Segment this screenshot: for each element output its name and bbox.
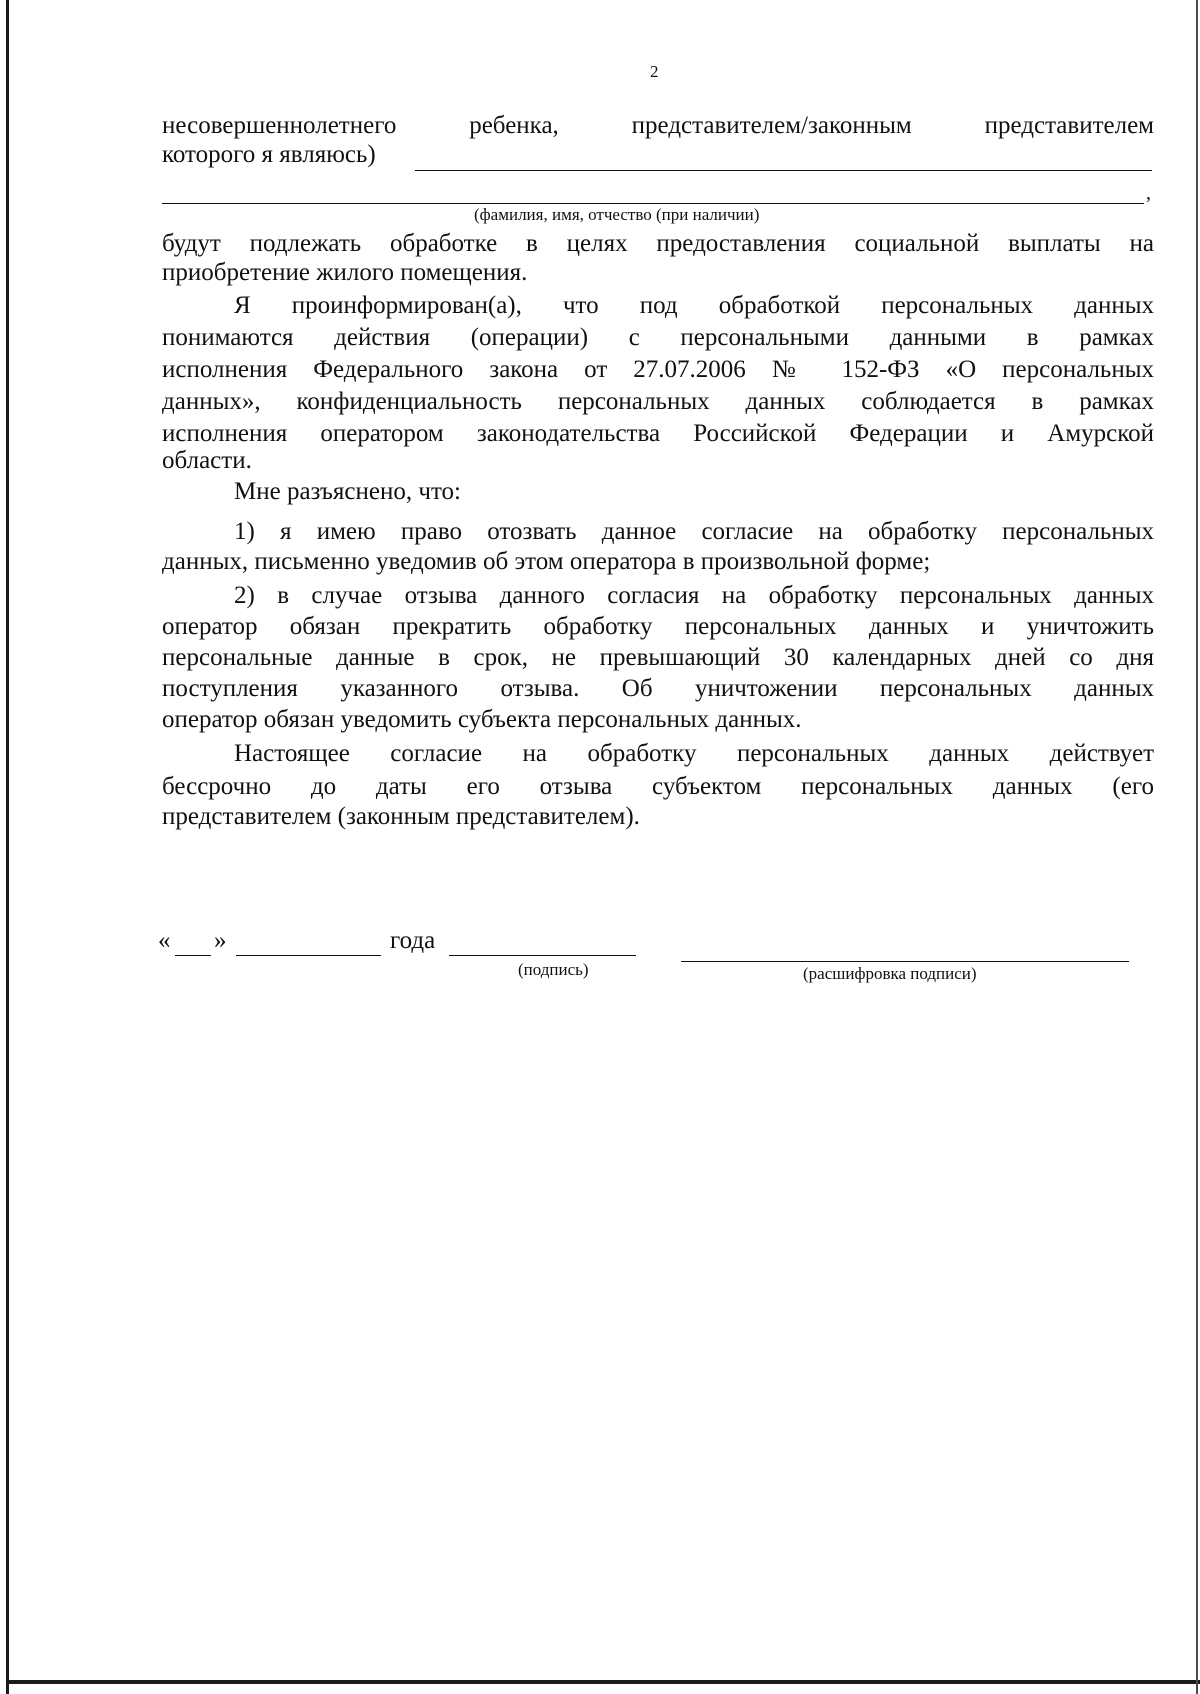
- validity-line-2: бессрочно до даты его отзыва субъектом персональных данных (его: [162, 773, 1154, 800]
- item2-line-5: оператор обязан уведомить субъекта персональных данных.: [162, 706, 802, 733]
- informed-line-4: данных», конфиденциальность персональных данных соблюдается в рамках: [162, 388, 1154, 415]
- fio-comma: ,: [1146, 182, 1151, 204]
- signature-caption: (подпись): [518, 960, 589, 979]
- informed-line-6: области.: [162, 447, 252, 474]
- day-fill-line: [175, 955, 211, 956]
- validity-line-1: Настоящее согласие на обработку персональных данных действует: [234, 740, 1154, 767]
- signature-fill-line: [449, 955, 636, 956]
- year-word: года: [390, 927, 436, 954]
- date-close-quote: »: [214, 927, 227, 954]
- item2-line-4: поступления указанного отзыва. Об уничтожении персональных данных: [162, 675, 1154, 702]
- scan-border-bottom: [6, 1680, 1200, 1684]
- intro-line-1: несовершеннолетнего ребенка, представителем/законным представителем: [162, 112, 1154, 139]
- item2-line-1: 2) в случае отзыва данного согласия на обработку персональных данных: [234, 582, 1154, 609]
- fio-caption: (фамилия, имя, отчество (при наличии): [474, 205, 760, 224]
- scan-border-left: [6, 0, 9, 1694]
- item1-line-2: данных, письменно уведомив об этом оператора в произвольной форме;: [162, 548, 931, 575]
- signature-decoding-fill-line: [681, 961, 1129, 962]
- signature-decoding-caption: (расшифровка подписи): [803, 964, 977, 983]
- date-open-quote: «: [158, 927, 171, 954]
- scan-border-right: [1196, 0, 1198, 1694]
- fio-fill-line-2: [162, 203, 1144, 204]
- informed-line-2: понимаются действия (операции) с персональными данными в рамках: [162, 324, 1154, 351]
- page-number: 2: [650, 62, 659, 81]
- month-fill-line: [236, 955, 381, 956]
- informed-line-1: Я проинформирован(а), что под обработкой персональных данных: [234, 292, 1154, 319]
- item2-line-2: оператор обязан прекратить обработку персональных данных и уничтожить: [162, 613, 1154, 640]
- validity-line-3: представителем (законным представителем).: [162, 803, 640, 830]
- item2-line-3: персональные данные в срок, не превышающий 30 календарных дней со дня: [162, 644, 1154, 671]
- informed-line-5: исполнения оператором законодательства Российской Федерации и Амурской: [162, 420, 1154, 447]
- purpose-line-1: будут подлежать обработке в целях предоставления социальной выплаты на: [162, 230, 1154, 257]
- fio-fill-line-1: [415, 170, 1152, 171]
- informed-line-3: исполнения Федерального закона от 27.07.2006 № 152-ФЗ «О персональных: [162, 356, 1154, 383]
- item1-line-1: 1) я имею право отозвать данное согласие на обработку персональных: [234, 518, 1154, 545]
- explained-heading: Мне разъяснено, что:: [234, 478, 461, 505]
- intro-line-2: которого я являюсь): [162, 141, 376, 168]
- purpose-line-2: приобретение жилого помещения.: [162, 259, 528, 286]
